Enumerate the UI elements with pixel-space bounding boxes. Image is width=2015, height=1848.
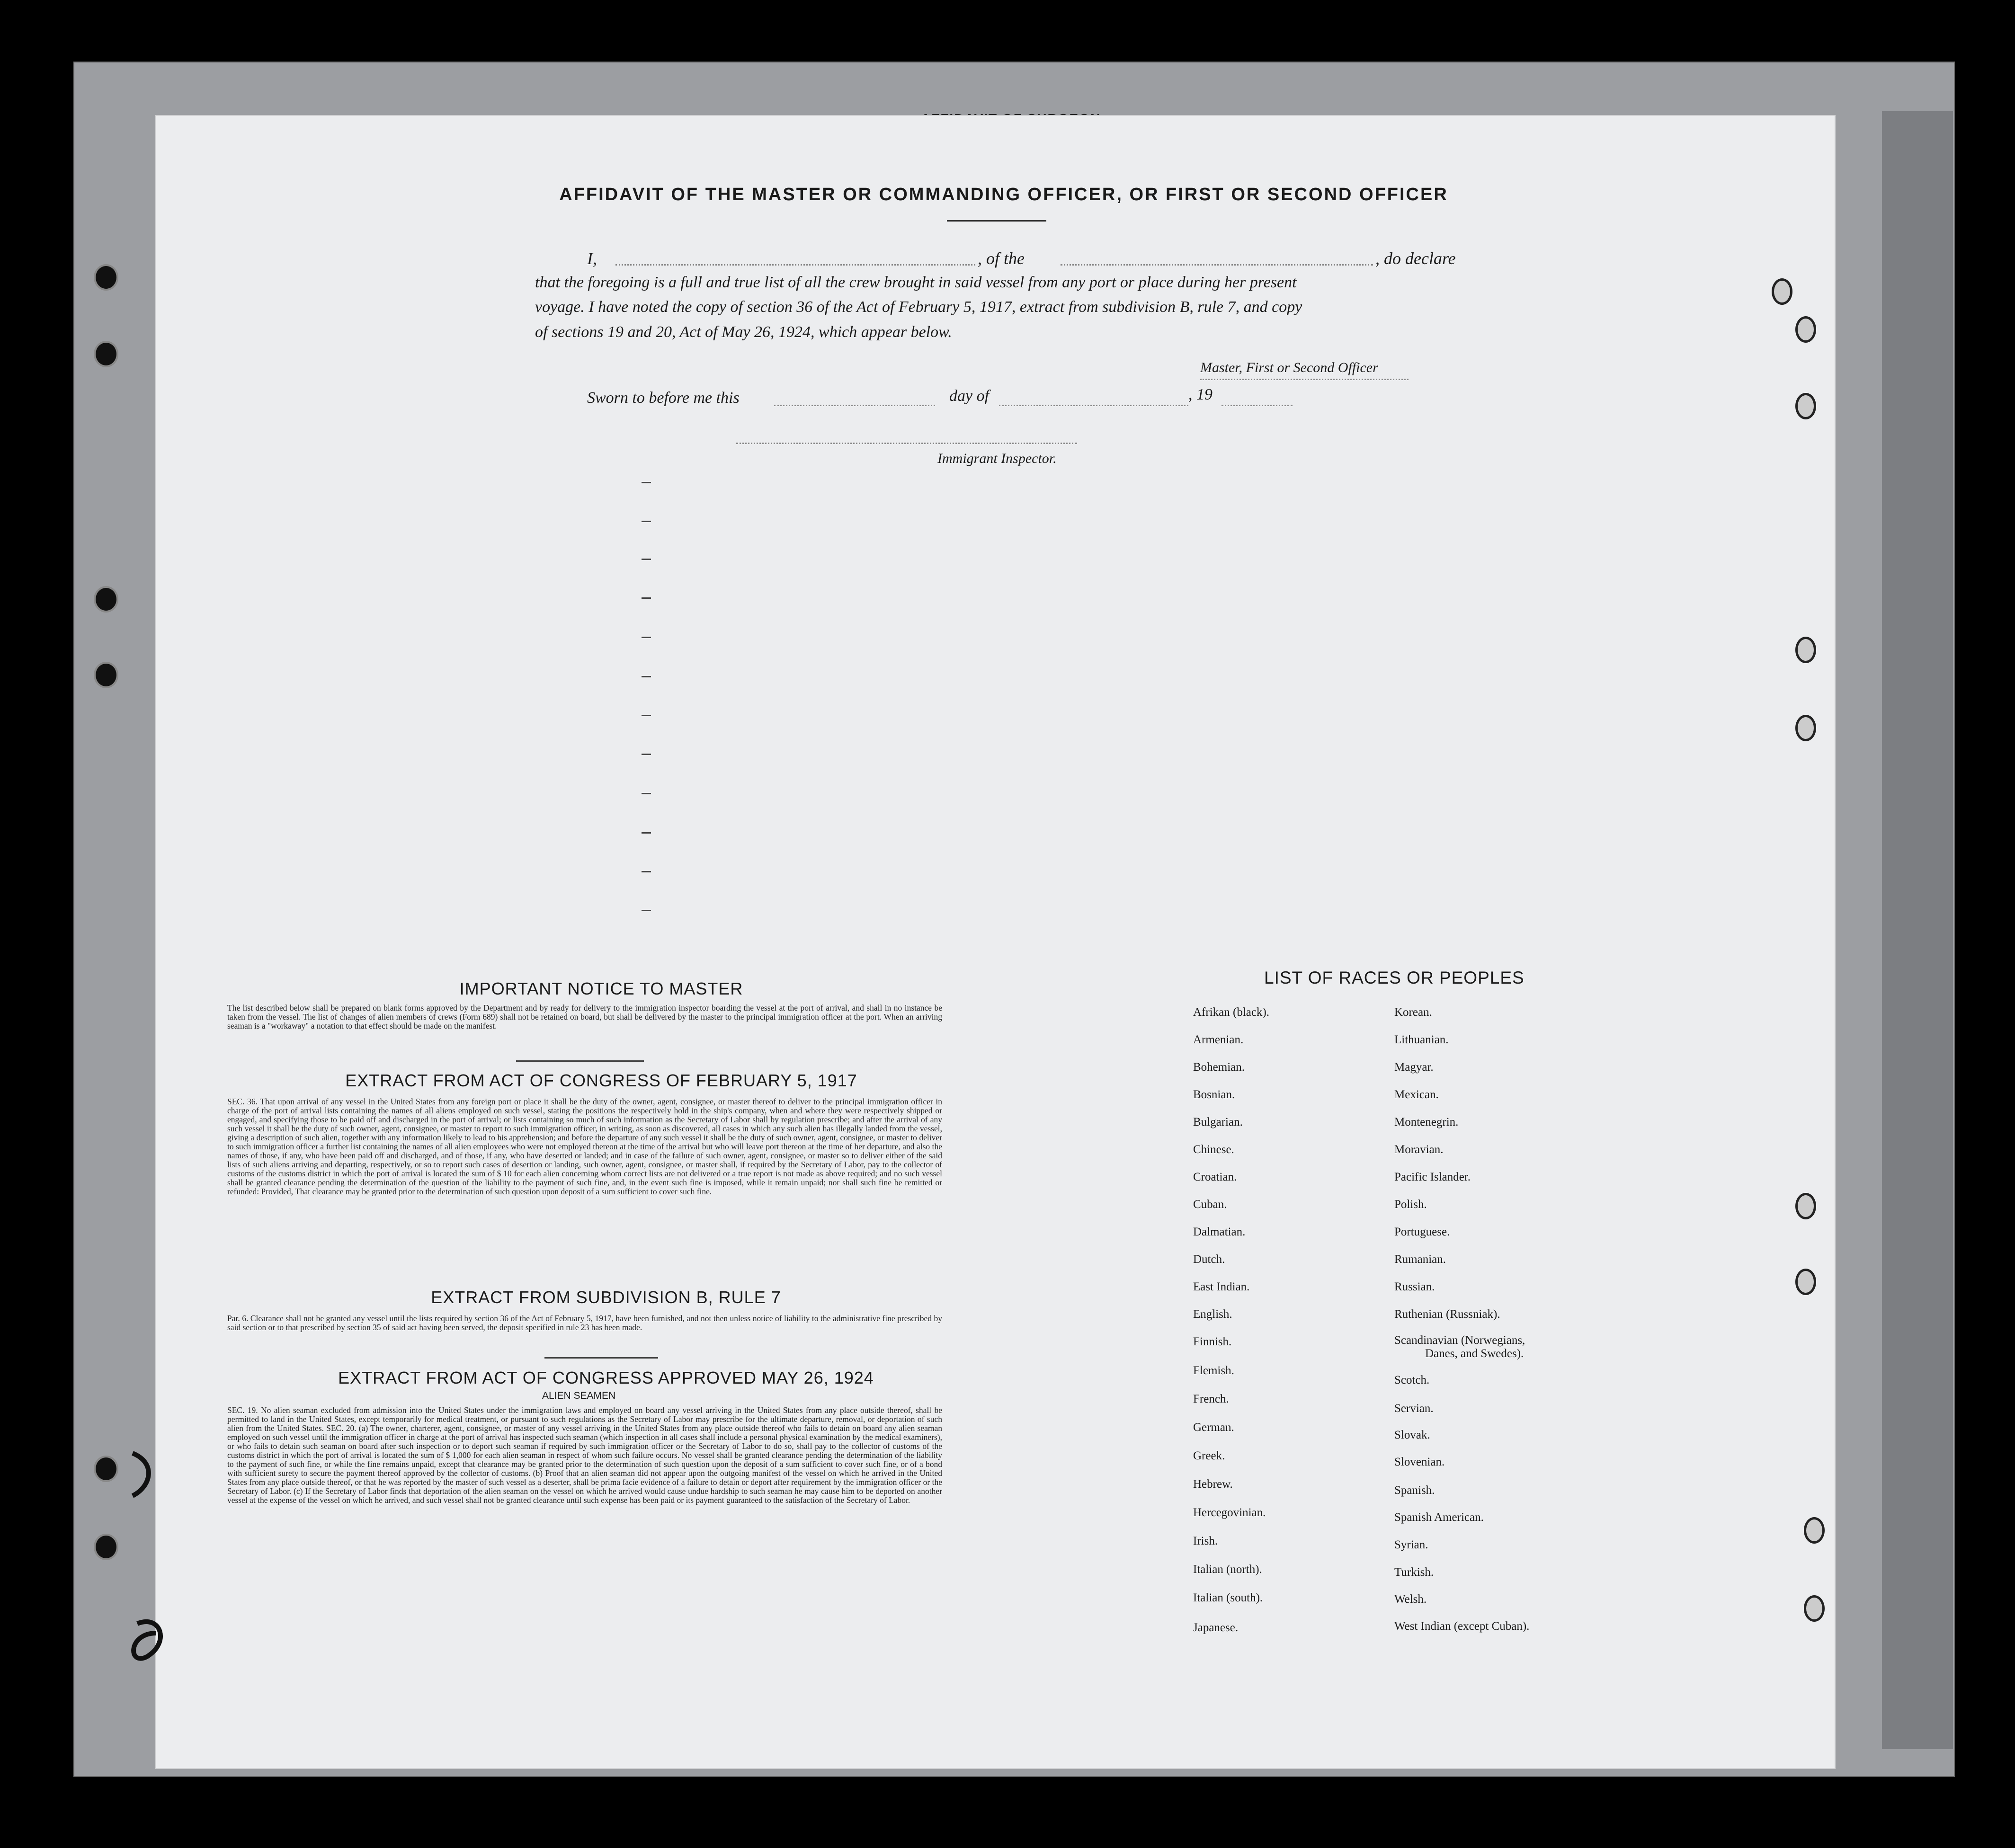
race-item: Cuban. xyxy=(1193,1198,1227,1211)
year-label: , 19 xyxy=(1188,386,1213,403)
race-item: Hebrew. xyxy=(1193,1478,1233,1491)
race-item: Syrian. xyxy=(1394,1538,1428,1551)
alien-seamen-subtitle: ALIEN SEAMEN xyxy=(542,1390,616,1401)
punch-hole xyxy=(1795,316,1816,343)
race-item: East Indian. xyxy=(1193,1280,1250,1293)
race-item: German. xyxy=(1193,1421,1234,1434)
dash-mark xyxy=(642,910,651,911)
race-item: Rumanian. xyxy=(1394,1253,1446,1266)
race-item: Dutch. xyxy=(1193,1253,1225,1266)
race-item: Afrikan (black). xyxy=(1193,1006,1270,1019)
inspector-label: Immigrant Inspector. xyxy=(937,451,1057,466)
sworn-day-field[interactable] xyxy=(774,405,935,406)
dash-mark xyxy=(642,637,651,638)
race-item: Scandinavian (Norwegians, xyxy=(1394,1334,1525,1347)
affidavit-declare: , do declare xyxy=(1375,249,1456,268)
punch-hole xyxy=(94,1534,118,1560)
race-item: Danes, and Swedes). xyxy=(1425,1347,1524,1360)
race-item: Russian. xyxy=(1394,1280,1435,1293)
race-item: Japanese. xyxy=(1193,1621,1239,1634)
race-item: Chinese. xyxy=(1193,1143,1234,1156)
race-item: Greek. xyxy=(1193,1449,1225,1462)
punch-hole xyxy=(1804,1517,1825,1544)
main-sheet xyxy=(156,116,1835,1768)
race-item: Ruthenian (Russniak). xyxy=(1394,1308,1500,1321)
divider xyxy=(516,1060,644,1062)
punch-hole xyxy=(1795,1193,1816,1219)
race-item: Magyar. xyxy=(1394,1061,1434,1074)
sworn-year-field[interactable] xyxy=(1221,405,1293,406)
punch-hole xyxy=(94,662,118,688)
race-item: Servian. xyxy=(1394,1402,1434,1415)
dash-mark xyxy=(642,521,651,522)
punch-hole xyxy=(1804,1595,1825,1622)
divider xyxy=(947,220,1046,222)
notice-title: IMPORTANT NOTICE TO MASTER xyxy=(459,979,743,998)
dash-mark xyxy=(642,715,651,716)
race-item: Spanish. xyxy=(1394,1484,1435,1497)
punch-hole xyxy=(1795,715,1816,741)
race-item: Welsh. xyxy=(1394,1593,1427,1606)
dash-mark xyxy=(642,832,651,834)
race-item: Flemish. xyxy=(1193,1364,1234,1377)
punch-hole xyxy=(1772,278,1792,305)
inspector-signature-field[interactable] xyxy=(736,443,1077,444)
race-item: Irish. xyxy=(1193,1535,1218,1547)
extract-1924-text: SEC. 19. No alien seaman excluded from admission into the United States under the immigration laws and employed on board any vessel arriving in the United States from any place outside thereof, shall be permitted to land in the United States, except temporarily for medical treatment, or pursuant to such regulations as the Secretary of Labor may prescribe for the ultimate departure, removal, or deportation of such alien from the United States. SEC. 20. (a) The owner, charterer, agent, consignee, or master of any vessel arriving in the United States from any place outside thereof who fails to detain on board any alien seaman employed on such vessel until the immigration officer in charge at the port of arrival has inspected such seaman (which inspection in all cases shall include a personal physical examination by the medical examiners), or who fails to detain such seaman on board after such inspection or to deport such seaman if required by such immigration officer or the Secretary of Labor to do so, shall pay to the collector of customs of the customs district in which the port of arrival is located the sum of $ 1,000 for each alien seaman in respect of whom such failure occurs. No vessel shall be granted clearance pending the determination of the liability to the payment of such fine, or while the fine remains unpaid, except that clearance may be granted prior to the determination of such question upon the deposit of a sum sufficient to cover such fine, or of a bond with sufficient surety to secure the payment thereof approved by the collector of customs. (b) Proof that an alien seaman did not appear upon the outgoing manifest of the vessel on which he arrived in the United States from any place outside thereof, or that he was reported by the master of such vessel as a deserter, shall be prima facie evidence of a failure to detain or deport after requirement by the immigration officer or the Secretary of Labor. (c) If the Secretary of Labor finds that deportation of the alien seaman on the vessel on which he arrived would cause undue hardship to such seaman he may cause him to be deported on another vessel at the expense of the vessel on which he arrived, and such vessel shall not be granted clearance until such expense has been paid or its payment guaranteed to the satisfaction of the Secretary of Labor. xyxy=(227,1405,942,1505)
race-item: Bulgarian. xyxy=(1193,1116,1243,1128)
race-item: Bosnian. xyxy=(1193,1088,1235,1101)
race-item: Moravian. xyxy=(1394,1143,1444,1156)
page-edge-stack xyxy=(1882,111,1953,1749)
vessel-field[interactable] xyxy=(1061,264,1373,266)
race-item: Portuguese. xyxy=(1394,1226,1450,1238)
sworn-label: Sworn to before me this xyxy=(587,389,740,407)
affidavit-of-the: , of the xyxy=(978,249,1025,268)
dash-mark xyxy=(642,559,651,560)
race-item: French. xyxy=(1193,1393,1229,1405)
punch-hole xyxy=(1795,393,1816,419)
punch-hole xyxy=(1795,1269,1816,1295)
race-item: Lithuanian. xyxy=(1394,1033,1449,1046)
race-item: Spanish American. xyxy=(1394,1511,1484,1524)
punch-hole xyxy=(94,264,118,291)
race-item: Hercegovinian. xyxy=(1193,1506,1266,1519)
dash-mark xyxy=(642,597,651,599)
race-item: Armenian. xyxy=(1193,1033,1244,1046)
race-item: Mexican. xyxy=(1394,1088,1439,1101)
dash-mark xyxy=(642,754,651,755)
race-item: Croatian. xyxy=(1193,1171,1237,1183)
sworn-month-field[interactable] xyxy=(999,405,1188,406)
affidavit-line: voyage. I have noted the copy of section 36 of the Act of February 5, 1917, extract from subdivision B, rule 7, and copy xyxy=(535,298,1302,316)
extract-rule7-title: EXTRACT FROM SUBDIVISION B, RULE 7 xyxy=(431,1288,781,1307)
dash-mark xyxy=(642,482,651,483)
affidavit-line: of sections 19 and 20, Act of May 26, 1924, which appear below. xyxy=(535,323,952,341)
punch-hole xyxy=(1795,637,1816,663)
dash-mark xyxy=(642,793,651,794)
race-item: Scotch. xyxy=(1394,1374,1430,1386)
extract-1917-title: EXTRACT FROM ACT OF CONGRESS OF FEBRUARY 5, 1917 xyxy=(345,1071,857,1090)
master-signature-label: Master, First or Second Officer xyxy=(1200,360,1378,375)
punch-hole xyxy=(94,586,118,613)
punch-hole xyxy=(94,1456,118,1482)
affidavit-i: I, xyxy=(587,249,597,268)
affidavit-line: that the foregoing is a full and true list of all the crew brought in said vessel from any port or place during her present xyxy=(535,274,1297,291)
race-item: Italian (north). xyxy=(1193,1563,1262,1576)
race-item: Dalmatian. xyxy=(1193,1226,1246,1238)
name-field[interactable] xyxy=(615,264,975,266)
affidavit-title: AFFIDAVIT OF THE MASTER OR COMMANDING OFFICER, OR FIRST OR SECOND OFFICER xyxy=(559,185,1448,204)
races-title: LIST OF RACES OR PEOPLES xyxy=(1264,968,1525,987)
race-item: Slovenian. xyxy=(1394,1456,1445,1468)
extract-1917-text: SEC. 36. That upon arrival of any vessel in the United States from any foreign port or place it shall be the duty of the owner, agent, consignee, or master thereof to deliver to the principal immigration officer in charge of the port of arrival lists containing the names of all aliens employed on such vessel, stating the positions the respectively hold in the ship's company, when and where they were respectively shipped or engaged, and specifying those to be paid off and discharged in the port of arrival; or lists containing so much of such information as the Secretary of Labor shall by regulation prescribe; and after the arrival of any such vessel it shall be the duty of such owner, agent, consignee, or master to report to such immigration officer, in writing, as soon as discovered, all cases in which any such alien has illegally landed from the vessel, giving a description of such alien, together with any information likely to lead to his apprehension; and before the departure of any such vessel it shall be the duty of such owner, agent, consignee, or master to deliver to such immigration officer a further list containing the names of all alien employees who were not employed thereon at the time of the arrival but who will leave port thereon at the time of her departure, and also the names of those, if any, who have been paid off and discharged, and of those, if any, who have deserted or landed; and in case of the failure of such owner, agent, consignee, or master so to deliver either of the said lists of such aliens arriving and departing, respectively, or so to report such cases of desertion or landing, such owner, agent, consignee, or master shall, if required by the Secretary of Labor, pay to the collector of customs of the customs district in which the port of arrival is located the sum of $ 10 for each alien concerning whom correct lists are not delivered or a true report is not made as above required; and no such vessel shall be granted clearance pending the determination of the question of the liability to the payment of such fine, and, in the event such fine is imposed, while it remain unpaid; nor shall such fine be remitted or refunded: Provided, That clearance may be granted prior to the determination of such question upon deposit of a sum sufficient to cover such fine. xyxy=(227,1097,942,1196)
dash-mark xyxy=(642,676,651,677)
extract-rule7-text: Par. 6. Clearance shall not be granted any vessel until the lists required by section 36 of the Act of February 5, 1917, have been furnished, and not then unless notice of liability to the administrative fine prescribed by said section or to that prescribed by section 35 of said act having been served, the deposit specified in rule 23 has been made. xyxy=(227,1314,942,1332)
race-item: Slovak. xyxy=(1394,1429,1430,1441)
race-item: West Indian (except Cuban). xyxy=(1394,1620,1530,1633)
race-item: Korean. xyxy=(1394,1006,1432,1019)
race-item: Italian (south). xyxy=(1193,1591,1263,1604)
race-item: Bohemian. xyxy=(1193,1061,1245,1074)
race-item: Polish. xyxy=(1394,1198,1427,1211)
race-item: English. xyxy=(1193,1308,1232,1321)
divider xyxy=(544,1357,658,1359)
extract-1924-title: EXTRACT FROM ACT OF CONGRESS APPROVED MAY 26, 1924 xyxy=(338,1368,874,1387)
notice-text: The list described below shall be prepared on blank forms approved by the Department and by ready for delivery to the immigration inspector boarding the vessel at the port of arrival, and shall in no instance be taken from the vessel. The list of changes of alien members of crews (Form 689) shall not be retained on board, but shall be delivered by the master to the principal immigration officer at the port. When an arriving seaman is a "workaway" a notation to that effect should be made on the manifest. xyxy=(227,1003,942,1031)
day-of-label: day of xyxy=(949,387,990,405)
master-signature-field[interactable] xyxy=(1200,379,1409,380)
punch-hole xyxy=(94,341,118,367)
race-item: Pacific Islander. xyxy=(1394,1171,1471,1183)
handwritten-mark xyxy=(118,1444,175,1666)
race-item: Montenegrin. xyxy=(1394,1116,1459,1128)
race-item: Finnish. xyxy=(1193,1335,1232,1348)
race-item: Turkish. xyxy=(1394,1566,1434,1579)
dash-mark xyxy=(642,871,651,872)
